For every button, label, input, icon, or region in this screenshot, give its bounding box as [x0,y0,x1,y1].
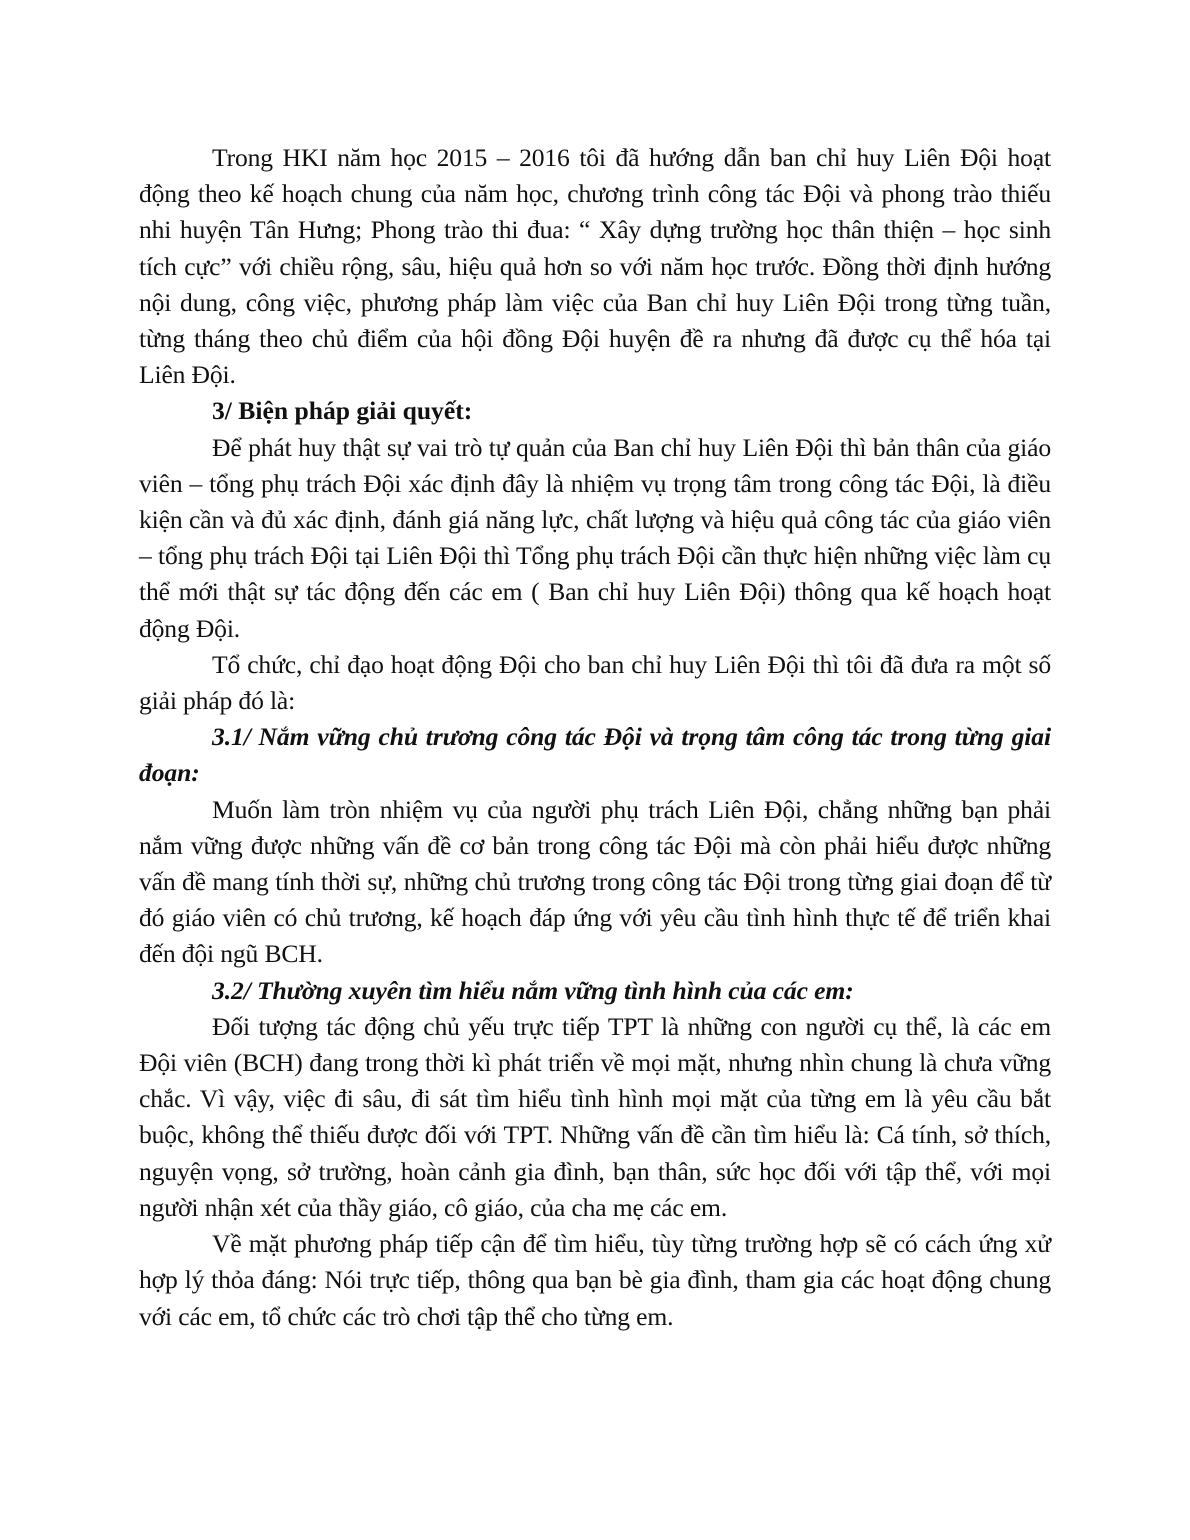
paragraph-3-2-body: Đối tượng tác động chủ yếu trực tiếp TPT là những con người cụ thể, là các em Đội viên (BCH) đang trong thời kì phát triển về mọi mặt, nhưng nhìn chung là chưa vững chắc. Vì vậy, việc đi sâu, đi sát tìm hiểu tình hình mọi mặt của từng em là yêu cầu bắt buộc, không thể thiếu được đối với TPT. Những vấn đề cần tìm hiểu là: Cá tính, sở thích, nguyện vọng, sở trường, hoàn cảnh gia đình, bạn thân, sức học đối với tập thể, với mọi người nhận xét của thầy giáo, cô giáo, của cha mẹ các em. [139,1011,1051,1222]
paragraph-hki-overview: Trong HKI năm học 2015 – 2016 tôi đã hướng dẫn ban chỉ huy Liên Đội hoạt động theo kế hoạch chung của năm học, chương trình công tác Đội và phong trào thiếu nhi huyện Tân Hưng; Phong trào thi đua: “ Xây dựng trường học thân thiện – học sinh tích cực” với chiều rộng, sâu, hiệu quả hơn so với năm học trước. Đồng thời định hướng nội dung, công việc, phương pháp làm việc của Ban chỉ huy Liên Đội trong từng tuần, từng tháng theo chủ điểm của hội đồng Đội huyện đề ra nhưng đã được cụ thể hóa tại Liên Đội. [139,143,1051,390]
paragraph-approach-methods: Về mặt phương pháp tiếp cận để tìm hiểu, tùy từng trường hợp sẽ có cách ứng xử hợp lý thỏa đáng: Nói trực tiếp, thông qua bạn bè gia đình, tham gia các hoạt động chung với các em, tổ chức các trò chơi tập thể cho từng em. [139,1229,1051,1331]
document-page [139,140,1051,1335]
subheading-3-1: 3.1/ Nắm vững chủ trương công tác Đội và trọng tâm công tác trong từng giai đoạn: [139,722,1051,788]
section-heading-solutions: 3/ Biện pháp giải quyết: [212,396,473,426]
subheading-3-2: 3.2/ Thường xuyên tìm hiểu nắm vững tình hình của các em: [212,975,854,1005]
paragraph-role-of-leader: Để phát huy thật sự vai trò tự quản của Ban chỉ huy Liên Đội thì bản thân của giáo viên – tổng phụ trách Đội xác định đây là nhiệm vụ trọng tâm trong công tác Đội, là điều kiện cần và đủ xác định, đánh giá năng lực, chất lượng và hiệu quả công tác của giáo viên – tổng phụ trách Đội tại Liên Đội thì Tổng phụ trách Đội cần thực hiện những việc làm cụ thể mới thật sự tác động đến các em ( Ban chỉ huy Liên Đội) thông qua kế hoạch hoạt động Đội. [139,432,1051,643]
paragraph-3-1-body: Muốn làm tròn nhiệm vụ của người phụ trách Liên Đội, chẳng những bạn phải nắm vững được những vấn đề cơ bản trong công tác Đội mà còn phải hiểu được những vấn đề mang tính thời sự, những chủ trương trong công tác Đội trong từng giai đoạn để từ đó giáo viên có chủ trương, kế hoạch đáp ứng với yêu cầu tình hình thực tế để triển khai đến đội ngũ BCH. [139,794,1051,969]
paragraph-solutions-intro: Tổ chức, chỉ đạo hoạt động Đội cho ban chỉ huy Liên Đội thì tôi đã đưa ra một số giải pháp đó là: [139,649,1051,716]
